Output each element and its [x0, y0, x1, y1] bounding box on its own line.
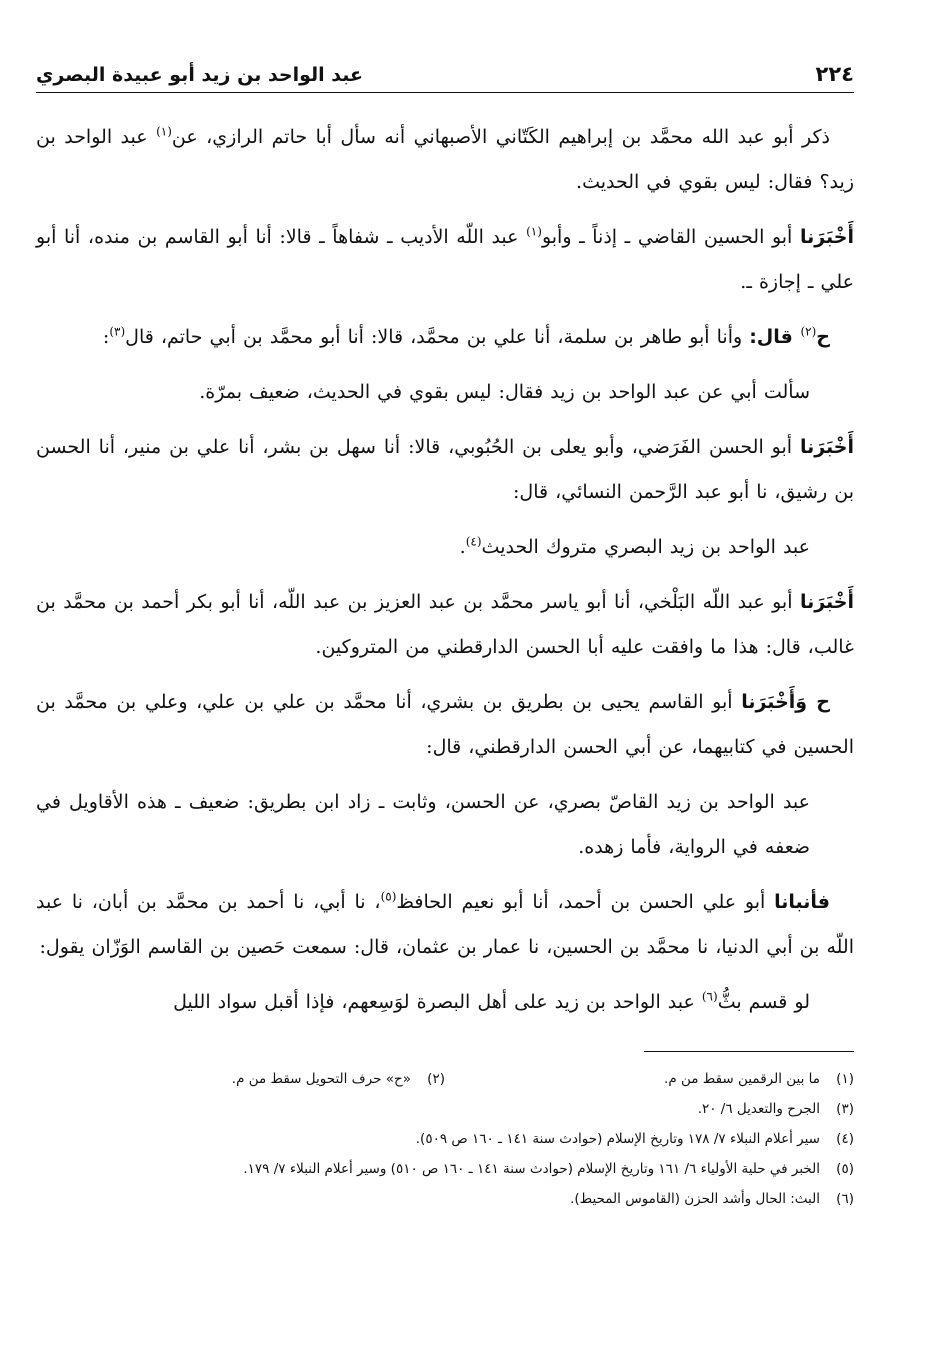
- paragraph: [36, 115, 854, 205]
- paragraph-text: سألت أبي عن عبد الواحد بن زيد فقال: ليس بقوي في الحديث، ضعيف بمرّة.: [199, 381, 810, 403]
- paragraph: [36, 425, 854, 515]
- paragraph-text: عبد اللّه الأديب ـ شفاهاً ـ قالا: أنا أبو القاسم بن منده، أنا أبو علي ـ إجازة ـ.: [36, 226, 854, 293]
- paragraph: [36, 580, 854, 670]
- paragraph-text: أبو علي الحسن بن أحمد، أنا أبو نعيم الحافظ: [396, 891, 775, 913]
- quotation: [36, 980, 854, 1025]
- quotation: [36, 780, 854, 870]
- paragraph-text: عبد الواحد بن زيد على أهل البصرة لوَسِعهم، فإذا أقبل سواد الليل: [173, 991, 702, 1013]
- footnote-separator: [644, 1051, 854, 1052]
- footnote-number: (٦): [836, 1191, 854, 1207]
- footnote-ref: (١): [526, 224, 542, 239]
- paragraph: [36, 315, 854, 360]
- isnad-lead: أَخْبَرَنا: [799, 436, 854, 458]
- footnote-ref: (١): [156, 124, 172, 139]
- paragraph-text: أبو الحسين القاضي ـ إذناً ـ وأبو: [541, 226, 800, 248]
- paragraph-text: أبو القاسم يحيى بن بطريق بن بشري، أنا محمَّد بن علي بن علي، وعلي بن محمَّد بن الحسين في كتابيهما، عن أبي الحسن الدارقطني، قال:: [36, 691, 854, 758]
- isnad-lead: أَخْبَرَنا: [799, 591, 854, 613]
- footnote-ref: (٢): [800, 324, 817, 339]
- footnote: [36, 1064, 445, 1094]
- footnote: [445, 1064, 854, 1094]
- footnote-ref: (٥): [380, 889, 397, 904]
- footnote-number: (٥): [836, 1161, 854, 1177]
- paragraph-text: .: [459, 536, 466, 558]
- footnote-ref: (٤): [465, 534, 482, 549]
- paragraph: [36, 215, 854, 305]
- page-number: ٢٢٤: [815, 62, 854, 86]
- paragraph: [36, 880, 854, 970]
- paragraph-text: :: [102, 326, 110, 348]
- footnote-text: «ح» حرف التحويل سقط من م.: [231, 1071, 411, 1087]
- paragraph-text: عبد الواحد بن زيد؟ فقال: ليس بقوي في الحديث.: [36, 126, 854, 193]
- paragraph-text: وأنا أبو طاهر بن سلمة، أنا علي بن محمَّد، قالا: أنا أبو محمَّد بن أبي حاتم، قال: [125, 326, 750, 348]
- main-text: [36, 115, 854, 1025]
- running-title: عبد الواحد بن زيد أبو عبيدة البصري: [36, 64, 364, 86]
- paragraph-text: عبد الواحد بن زيد القاصّ بصري، عن الحسن، وثابت ـ زاد ابن بطريق: ضعيف ـ هذه الأقاويل في ضعفه في الرواية، فأما زهده.: [36, 791, 810, 858]
- footnote: [36, 1154, 854, 1184]
- paragraph: [36, 680, 854, 770]
- footnote-text: سير أعلام النبلاء ٧/ ١٧٨ وتاريخ الإسلام (حوادث سنة ١٤١ ـ ١٦٠ ص ٥٠٩).: [415, 1131, 820, 1147]
- footnotes: [36, 1064, 854, 1214]
- footnote-text: الجرح والتعديل ٦/ ٢٠.: [697, 1101, 820, 1117]
- paragraph-text: أبو عبد اللّه البَلْخي، أنا أبو ياسر محمَّد بن عبد العزيز بن عبد اللّه، أنا أبو بكر أحمد بن محمَّد بن غالب، قال: هذا ما وافقت عليه أبا الحسن الدارقطني من المتروكين.: [36, 591, 854, 658]
- footnote-ref: (٣): [109, 324, 126, 339]
- paragraph-text: أبو الحسن الفَرَضي، وأبو يعلى بن الحُبُوبي، قالا: أنا سهل بن بشر، أنا علي بن منير، أنا الحسن بن رشيق، نا أبو عبد الرَّحمن النسائي، قال:: [36, 436, 854, 503]
- footnote-number: (١): [836, 1071, 854, 1087]
- quotation: [36, 370, 854, 415]
- isnad-lead: أَخْبَرَنا: [799, 226, 855, 248]
- footnote-number: (٤): [836, 1131, 854, 1147]
- footnote: [36, 1124, 854, 1154]
- footnote: [36, 1184, 854, 1214]
- paragraph-text: ذكر أبو عبد الله محمَّد بن إبراهيم الكَتّاني الأصبهاني أنه سأل أبا حاتم الرازي، عن: [171, 126, 831, 148]
- paragraph-text: عبد الواحد بن زيد البصري متروك الحديث: [481, 536, 810, 558]
- isnad-lead: ح وَأَخْبَرَنا: [741, 691, 830, 713]
- footnote: [36, 1094, 854, 1124]
- footnote-text: البث: الحال وأشد الحزن (القاموس المحيط).: [570, 1191, 820, 1207]
- footnote-row: [36, 1064, 854, 1094]
- footnote-number: (٢): [427, 1071, 445, 1087]
- paragraph-text: ، نا أبي، نا أحمد بن محمَّد بن أبان، نا عبد اللّه بن أبي الدنيا، نا محمَّد بن الحسين، نا عمار بن عثمان، قال: سمعت حَصين بن القاسم الوَزّان يقول:: [36, 891, 854, 958]
- page-header: [36, 52, 854, 93]
- footnote-number: (٣): [836, 1101, 854, 1117]
- footnote-text: ما بين الرقمين سقط من م.: [664, 1071, 820, 1087]
- footnote-text: الخبر في حلية الأولياء ٦/ ١٦١ وتاريخ الإسلام (حوادث سنة ١٤١ ـ ١٦٠ ص ٥١٠) وسير أعلام النبلاء ٧/ ١٧٩.: [243, 1161, 820, 1177]
- paragraph-text: لو قسم بثُّ: [717, 991, 810, 1013]
- isnad-lead: ح: [816, 326, 830, 348]
- quotation: [36, 525, 854, 570]
- isnad-lead: فأنبانا: [774, 891, 830, 913]
- isnad-lead: قال:: [749, 326, 801, 348]
- footnote-ref: (٦): [701, 989, 718, 1004]
- book-page: [36, 52, 854, 1214]
